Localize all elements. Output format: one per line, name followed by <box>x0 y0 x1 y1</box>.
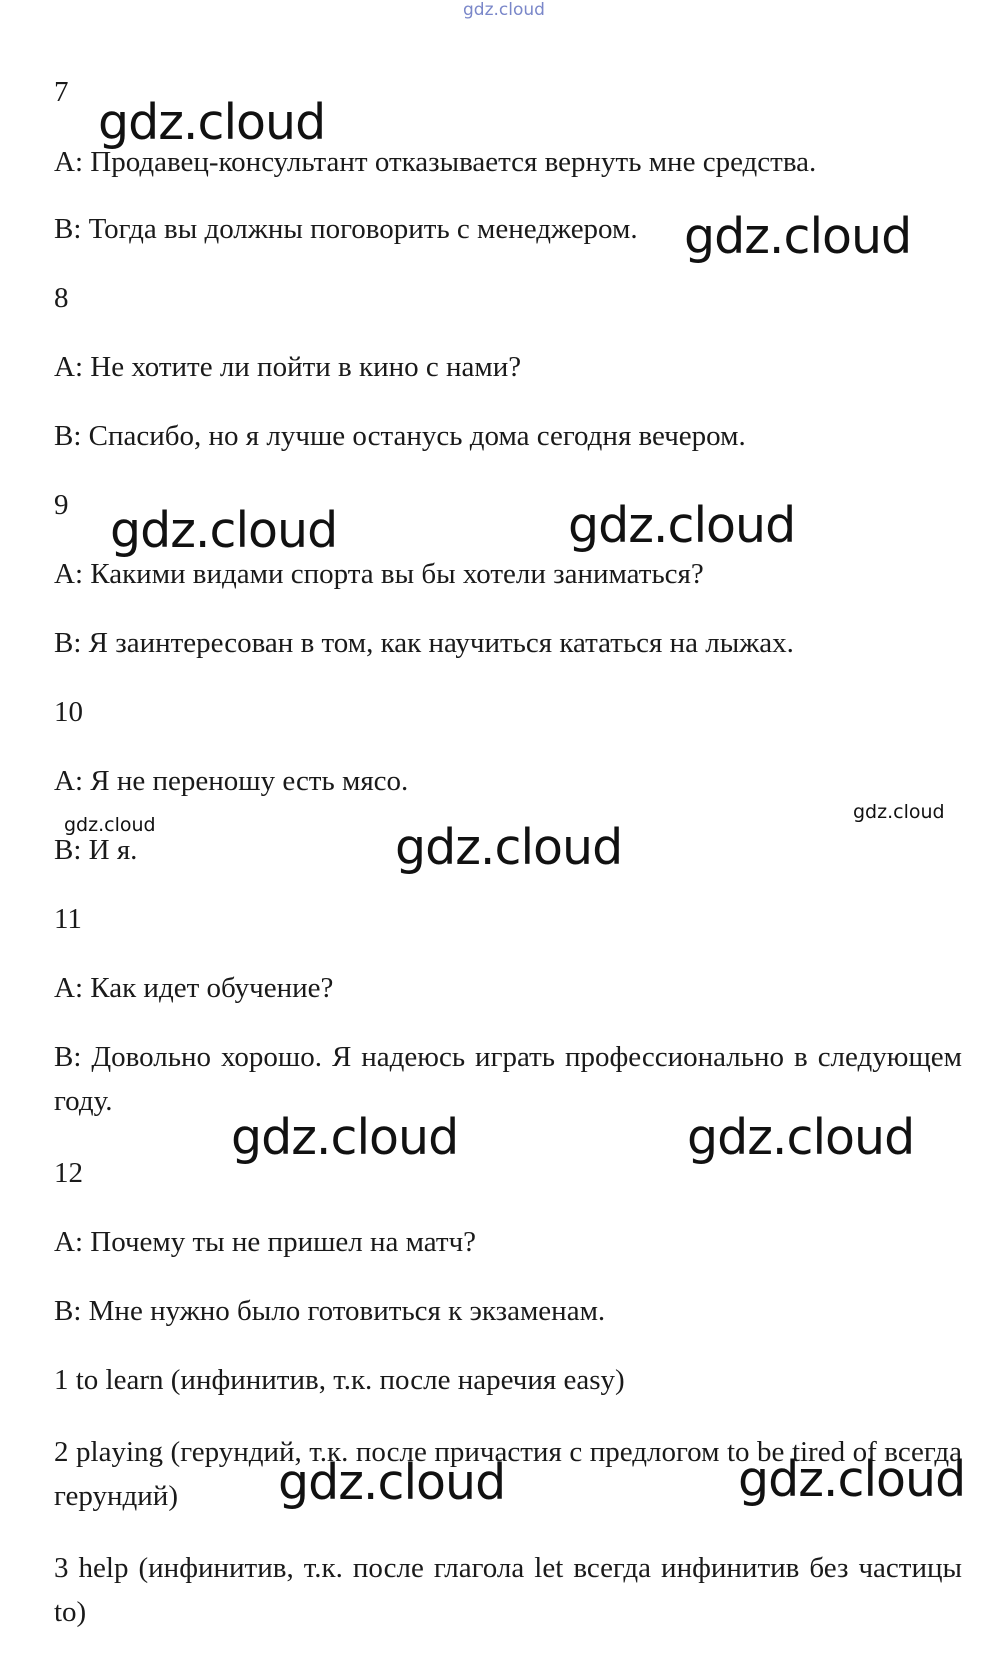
dialog-line-b: B: Мне нужно было готовиться к экзаменам. <box>54 1295 606 1327</box>
dialog-line-b: B: Довольно хорошо. Я надеюсь играть профессионально в следующем году. <box>54 1041 962 1117</box>
item-number-11: 11 <box>54 903 82 935</box>
dialog-line-a: A: Продавец-консультант отказывается вернуть мне средства. <box>54 146 817 178</box>
answer-1: 1 to learn (инфинитив, т.к. после наречия easy) <box>54 1364 625 1396</box>
item-number-8: 8 <box>54 282 69 314</box>
watermark: gdz.cloud <box>98 94 326 151</box>
watermark: gdz.cloud <box>395 819 623 876</box>
watermark: gdz.cloud <box>110 502 338 559</box>
watermark-top: gdz.cloud <box>463 0 545 20</box>
dialog-line-a: A: Я не переношу есть мясо. <box>54 765 409 797</box>
dialog-line-a: A: Какими видами спорта вы бы хотели заниматься? <box>54 558 704 590</box>
watermark: gdz.cloud <box>684 208 912 265</box>
dialog-line-a: A: Как идет обучение? <box>54 972 334 1004</box>
watermark: gdz.cloud <box>278 1454 506 1511</box>
item-number-10: 10 <box>54 696 83 728</box>
answer-3: 3 help (инфинитив, т.к. после глагола let всегда инфинитив без частицы to) <box>54 1552 962 1628</box>
watermark: gdz.cloud <box>231 1109 459 1166</box>
dialog-line-b: B: И я. <box>54 834 138 866</box>
watermark: gdz.cloud <box>738 1451 966 1508</box>
answer-2: 2 playing (герундий, т.к. после причастия с предлогом to be tired of всегда герундий) <box>54 1436 962 1512</box>
item-number-9: 9 <box>54 489 69 521</box>
item-number-12: 12 <box>54 1157 83 1189</box>
watermark: gdz.cloud <box>64 814 156 836</box>
dialog-line-b: B: Я заинтересован в том, как научиться кататься на лыжах. <box>54 627 794 659</box>
dialog-line-b: B: Спасибо, но я лучше останусь дома сегодня вечером. <box>54 420 746 452</box>
watermark: gdz.cloud <box>568 497 796 554</box>
item-number-7: 7 <box>54 76 69 108</box>
watermark: gdz.cloud <box>853 801 945 823</box>
dialog-line-a: A: Почему ты не пришел на матч? <box>54 1226 477 1258</box>
dialog-line-b: B: Тогда вы должны поговорить с менеджером. <box>54 213 638 245</box>
dialog-line-a: A: Не хотите ли пойти в кино с нами? <box>54 351 522 383</box>
watermark: gdz.cloud <box>687 1109 915 1166</box>
